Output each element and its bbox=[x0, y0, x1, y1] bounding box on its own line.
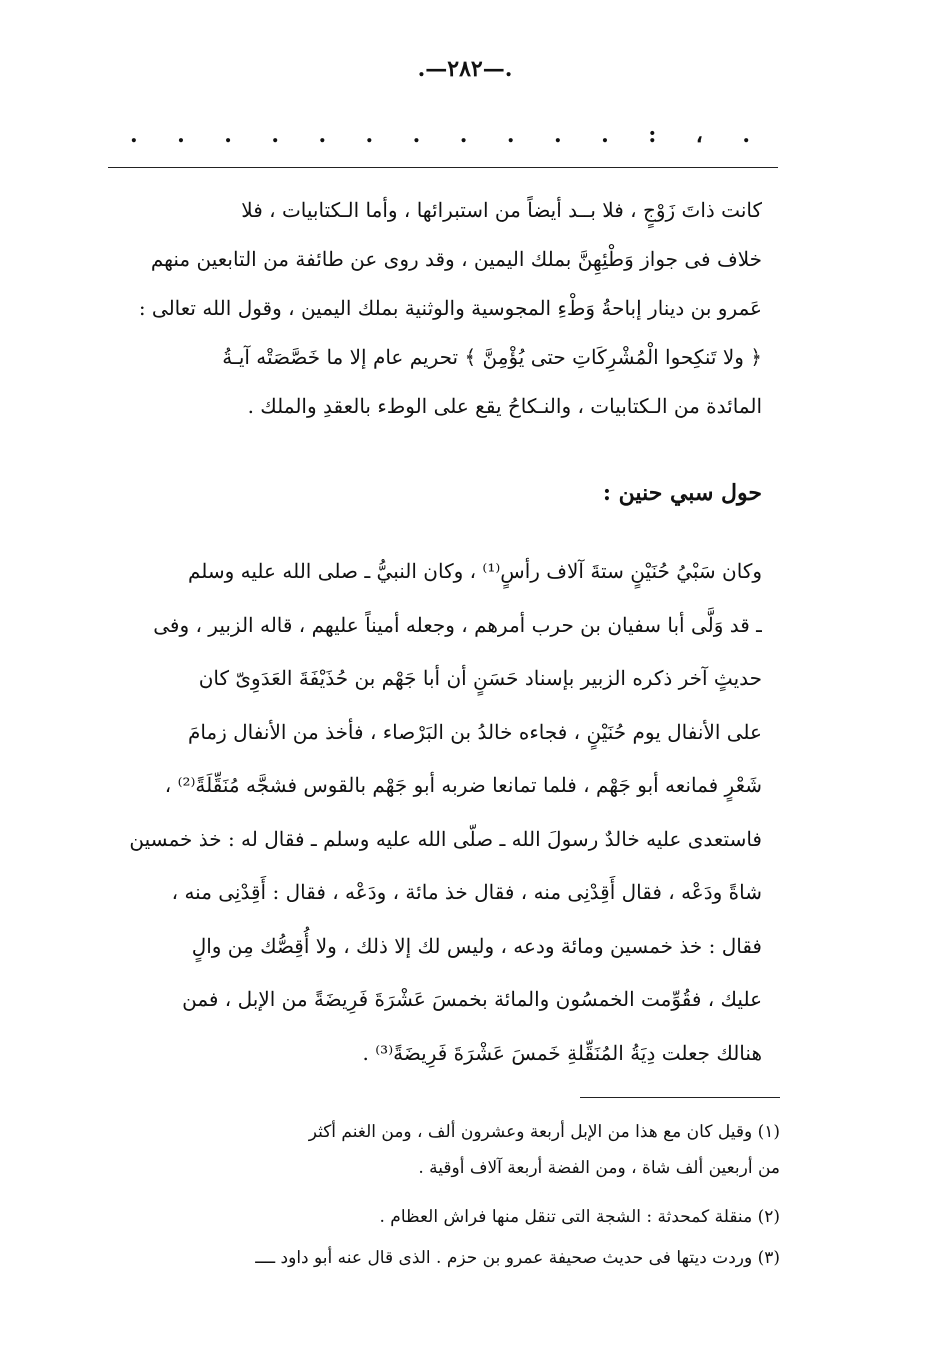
header-divider bbox=[108, 167, 778, 168]
ornament-mark: . bbox=[412, 122, 421, 148]
ornament-mark: . bbox=[177, 122, 185, 148]
ornament-mark: . bbox=[459, 122, 468, 148]
text-line: عليك ، فقُوِّمت الخمسُون والمائة بخمسَ عَشْرَةَ فَرِيضَةً من الإبل ، فمن bbox=[182, 987, 762, 1011]
footnote-2: (٢) منقلة كمحدثة : الشجة التى تنقل منها فراش العظام . bbox=[379, 1207, 780, 1227]
ornament-row bbox=[130, 122, 750, 148]
text-line: ﴿ ولا تَنكِحوا الْمُشْرِكَاتِ حتى يُؤْمِنَّ ﴾ تحريم عام إلا ما خَصَّصَتْه آيـةُ bbox=[222, 345, 762, 369]
text-line: هنالك جعلت دِيَةُ المُنَقِّلةِ خَمسَ عَشْرَةَ فَرِيضَةً⁽³⁾ . bbox=[362, 1040, 762, 1065]
text-line: شاةً ودَعْه ، فقال أَقِدْنِى منه ، فقال خذ مائة ، ودَعْه ، فقال : أَقِدْنِى منه ، bbox=[171, 880, 762, 904]
footnote-1: (١) وقيل كان مع هذا من الإبل أربعة وعشرون ألف ، ومن الغنم أكثر bbox=[308, 1122, 780, 1142]
page-number: .—٢٨٢—. bbox=[417, 56, 513, 82]
ornament-mark: : bbox=[648, 122, 657, 148]
ornament-mark: . bbox=[224, 122, 232, 148]
ornament-mark: . bbox=[318, 122, 327, 148]
section-heading: حول سبي حنين : bbox=[602, 480, 762, 506]
paragraph-one bbox=[108, 186, 762, 431]
footnote-divider bbox=[580, 1097, 780, 1098]
paragraph-two bbox=[108, 545, 762, 1080]
ornament-mark: . bbox=[130, 122, 138, 148]
text-line: عَمرو بن دينار إباحةُ وَطْءِ المجوسية والوثنية بملك اليمين ، وقول الله تعالى : bbox=[138, 296, 762, 320]
ornament-mark: . bbox=[742, 122, 750, 148]
text-line: فاستعدى عليه خالدٌ رسولَ الله ـ صلّى الله عليه وسلم ـ فقال له : خذ خمسين bbox=[129, 826, 762, 851]
text-line: المائدة من الـكتابيات ، والنـكاحُ يقع على الوطء بالعقدِ والملك . bbox=[247, 394, 762, 418]
ornament-mark: ، bbox=[695, 122, 703, 148]
footnote-3: (٣) وردت ديتها فى حديث صحيفة عمرو بن حزم . الذى قال عنه أبو داود ــــ bbox=[255, 1248, 780, 1268]
text-line: شَعْرٍ فمانعه أبو جَهْم ، فلما تمانعا ضربه أبو جَهْم بالقوس فشجَّه مُنَقِّلَةً⁽²⁾ ، bbox=[164, 773, 762, 797]
text-line: خلاف فى جواز وَطْئِهِنَّ بملك اليمين ، وقد روى عن طائفة من التابعين منهم bbox=[150, 247, 762, 271]
text-line: وكان سَبْيُ حُنَيْنٍ ستةَ آلاف رأسٍ⁽¹⁾ ، وكان النبيُّ ـ صلى الله عليه وسلم bbox=[187, 559, 762, 583]
ornament-mark: . bbox=[365, 122, 374, 148]
text-line: فقال : خذ خمسين ومائة ودعه ، وليس لك إلا ذلك ، ولا أُقِصُّك مِن والٍ bbox=[191, 933, 762, 958]
text-line: ـ قد وَلَّى أبا سفيان بن حرب أمرهم ، وجعله أميناً عليهم ، قاله الزبير ، وفى bbox=[153, 612, 762, 637]
ornament-mark: . bbox=[506, 122, 515, 148]
text-line: حديثٍ آخر ذكره الزبير بإسناد حَسَنٍ أن أبا جَهْم بن حُذَيْفَةَ العَدَوِىّ كان bbox=[198, 666, 762, 690]
text-line: على الأنفال يوم حُنَيْنٍ ، فجاءه خالدُ بن البَرْصاء ، فأخذ من الأنفال زمامَ bbox=[187, 719, 762, 744]
text-line: كانت ذاتَ زَوْجٍ ، فلا بــد أيضاً من استبرائها ، وأما الـكتابيات ، فلا bbox=[241, 198, 762, 222]
ornament-mark: . bbox=[601, 122, 609, 148]
footnote-1-continuation: من أربعين ألف شاة ، ومن الفضة أربعة آلاف أوقية . bbox=[418, 1158, 780, 1178]
ornament-mark: . bbox=[271, 122, 279, 148]
ornament-mark: . bbox=[553, 122, 562, 148]
